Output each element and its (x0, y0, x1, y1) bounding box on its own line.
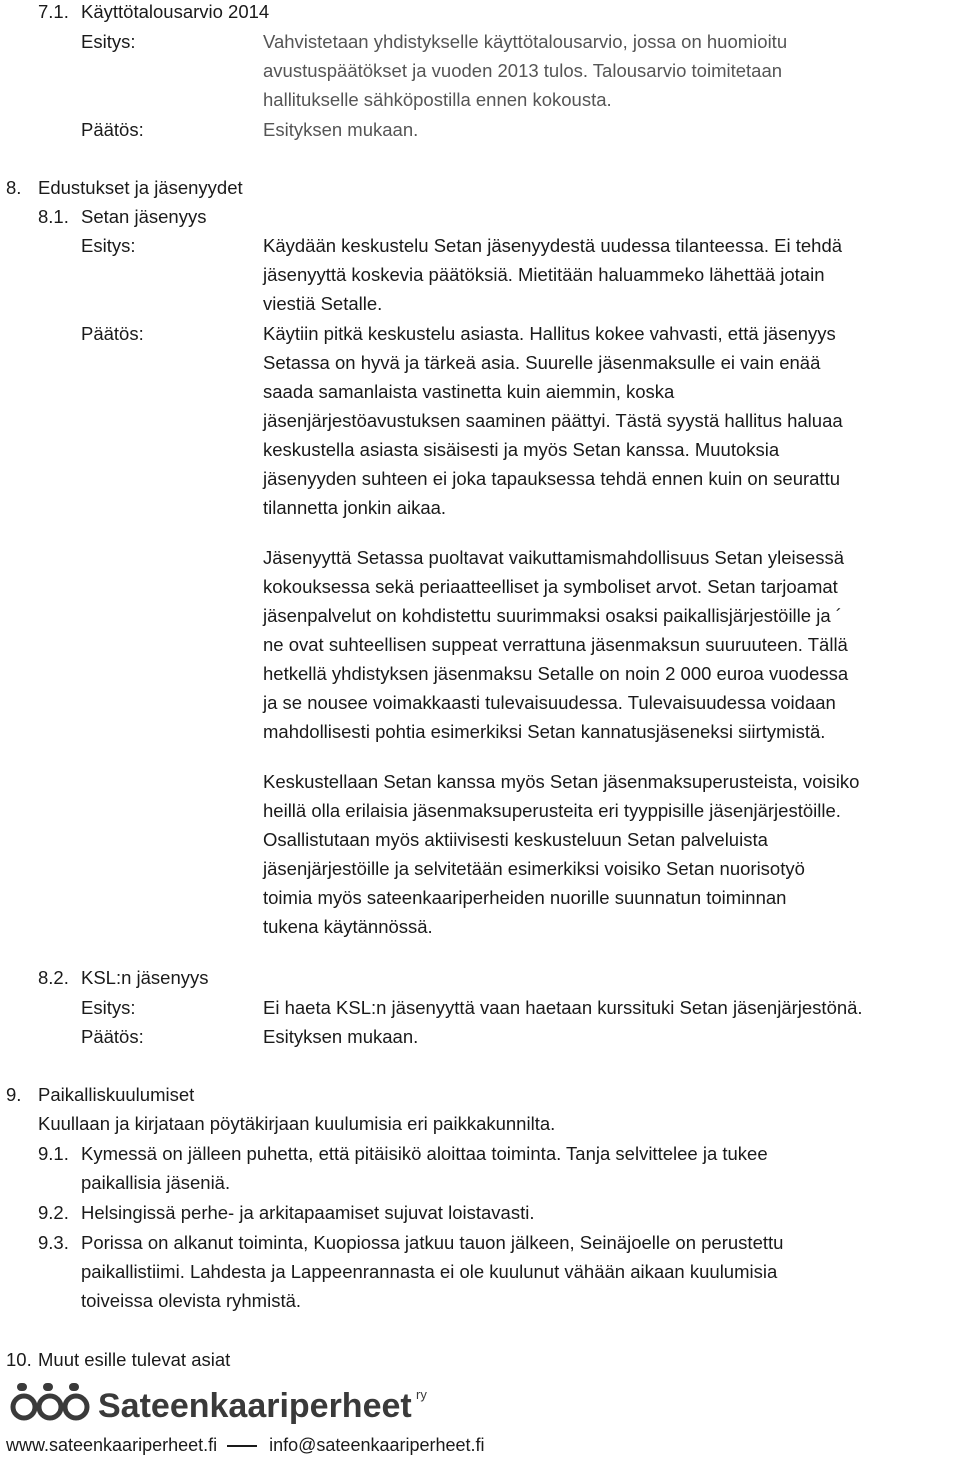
section-9-2-number: 9.2. (38, 1202, 69, 1223)
section-8-1-title: Setan jäsenyys (81, 206, 207, 227)
section-9-intro: Kuullaan ja kirjataan pöytäkirjaan kuulumisia eri paikkakunnilta. (38, 1113, 556, 1134)
paatos-para3-line: jäsenjärjestöille ja selvitetään esimerkiksi voisiko Setan nuorisotyö (263, 858, 805, 879)
section-7-1-title: Käyttötalousarvio 2014 (81, 1, 270, 22)
section-9-3-number: 9.3. (38, 1232, 69, 1253)
section-9-1-line: Kymessä on jälleen puhetta, että pitäisikö aloittaa toiminta. Tanja selvittelee ja tukee (81, 1143, 768, 1164)
paatos-label: Päätös: (81, 119, 144, 140)
section-9-3-line: toiveissa olevista ryhmistä. (81, 1290, 302, 1311)
paatos-para3-line: heillä olla erilaisia jäsenmaksuperusteita eri tyyppisille jäsenjärjestöille. (263, 800, 841, 821)
esitys-label: Esitys: (81, 997, 136, 1018)
esitys-text-line: hallitukselle sähköpostilla ennen kokousta. (263, 89, 612, 110)
footer-email-link[interactable]: info@sateenkaariperheet.fi (269, 1435, 485, 1455)
paatos-para2-line: hetkellä yhdistyksen jäsenmaksu Setalle on noin 2 000 euroa vuodessa (263, 663, 849, 684)
section-9-3-line: Porissa on alkanut toiminta, Kuopiossa jatkuu tauon jälkeen, Seinäjoelle on perustettu (81, 1232, 784, 1253)
logo-text: Sateenkaariperheet (98, 1387, 412, 1425)
section-8-1-number: 8.1. (38, 206, 69, 227)
footer-separator (227, 1445, 257, 1447)
section-8-2-number: 8.2. (38, 967, 69, 988)
esitys-text-line: Käydään keskustelu Setan jäsenyydestä uudessa tilanteessa. Ei tehdä (263, 235, 843, 256)
paatos-text-line: jäsenjärjestöavustuksen saaminen päättyi. Tästä syystä hallitus haluaa (263, 410, 843, 431)
section-8-title: Edustukset ja jäsenyydet (38, 177, 243, 198)
section-10-title: Muut esille tulevat asiat (38, 1349, 231, 1370)
paatos-label: Päätös: (81, 1026, 144, 1047)
esitys-text-line: avustuspäätökset ja vuoden 2013 tulos. Talousarvio toimitetaan (263, 60, 783, 81)
logo-suffix: ry (416, 1387, 427, 1402)
paatos-para2-line: Jäsenyyttä Setassa puoltavat vaikuttamismahdollisuus Setan yleisessä (263, 547, 844, 568)
section-8-2-title: KSL:n jäsenyys (81, 967, 209, 988)
paatos-text-line: saada samanlaista vastinetta kuin aiemmin, koska (263, 381, 675, 402)
esitys-text-line: jäsenyyttä koskevia päätöksiä. Mietitään haluammeko lähettää jotain (263, 264, 825, 285)
section-9-2-line: Helsingissä perhe- ja arkitapaamiset sujuvat loistavasti. (81, 1202, 535, 1223)
section-9-3-line: paikallistiimi. Lahdesta ja Lappeenrannasta ei ole kuulunut vähään aikaan kuulumisia (81, 1261, 778, 1282)
paatos-text-line: Käytiin pitkä keskustelu asiasta. Hallitus kokee vahvasti, että jäsenyys (263, 323, 836, 344)
paatos-text-line: keskustella asiasta sisäisesti ja myös Setan kanssa. Muutoksia (263, 439, 780, 460)
section-9-number: 9. (6, 1084, 22, 1105)
paatos-text-line: jäsenyyden suhteen ei joka tapauksessa tehdä ennen kuin on seurattu (263, 468, 840, 489)
paatos-para2-line: kokouksessa sekä periaatteelliset ja symboliset arvot. Setan tarjoamat (263, 576, 838, 597)
esitys-label: Esitys: (81, 31, 136, 52)
paatos-text-line: Setassa on hyvä ja tärkeä asia. Suurelle jäsenmaksulle ei vain enää (263, 352, 821, 373)
section-7-1-number: 7.1. (38, 1, 69, 22)
paatos-para3-line: tukena käytännössä. (263, 916, 433, 937)
esitys-text-line: Vahvistetaan yhdistykselle käyttötalousarvio, jossa on huomioitu (263, 31, 788, 52)
esitys-text-line: viestiä Setalle. (263, 293, 383, 314)
section-10-number: 10. (6, 1349, 32, 1370)
paatos-para3-line: toimia myös sateenkaariperheiden nuorille suunnatun toiminnan (263, 887, 787, 908)
sateenkaariperheet-logo (6, 1381, 466, 1425)
esitys-label: Esitys: (81, 235, 136, 256)
paatos-para3-line: Keskustellaan Setan kanssa myös Setan jäsenmaksuperusteista, voisiko (263, 771, 860, 792)
paatos-text: Esityksen mukaan. (263, 1026, 419, 1047)
section-9-1-line: paikallisia jäseniä. (81, 1172, 231, 1193)
paatos-para2-line: ja se nousee voimakkaasti tulevaisuudessa. Tulevaisuudessa voidaan (263, 692, 836, 713)
paatos-text: Esityksen mukaan. (263, 119, 419, 140)
paatos-label: Päätös: (81, 323, 144, 344)
paatos-para3-line: Osallistutaan myös aktiivisesti keskusteluun Setan palveluista (263, 829, 768, 850)
esitys-text: Ei haeta KSL:n jäsenyyttä vaan haetaan kurssituki Setan jäsenjärjestönä. (263, 997, 863, 1018)
footer-website-link[interactable]: www.sateenkaariperheet.fi (6, 1435, 218, 1455)
footer (6, 1433, 485, 1457)
logo-mark-icon (6, 1381, 466, 1425)
paatos-para2-line: jäsenpalvelut on kohdistettu suurimmaksi osaksi paikallisjärjestöille ja ´ (263, 605, 842, 626)
paatos-para2-line: mahdollisesti pohtia esimerkiksi Setan kannatusjäseneksi siirtymistä. (263, 721, 826, 742)
section-8-number: 8. (6, 177, 22, 198)
section-9-title: Paikalliskuulumiset (38, 1084, 195, 1105)
section-9-1-number: 9.1. (38, 1143, 69, 1164)
paatos-text-line: tilannetta jonkin aikaa. (263, 497, 447, 518)
paatos-para2-line: ne ovat suhteellisen suppeat verrattuna jäsenmaksun suuruuteen. Tällä (263, 634, 848, 655)
